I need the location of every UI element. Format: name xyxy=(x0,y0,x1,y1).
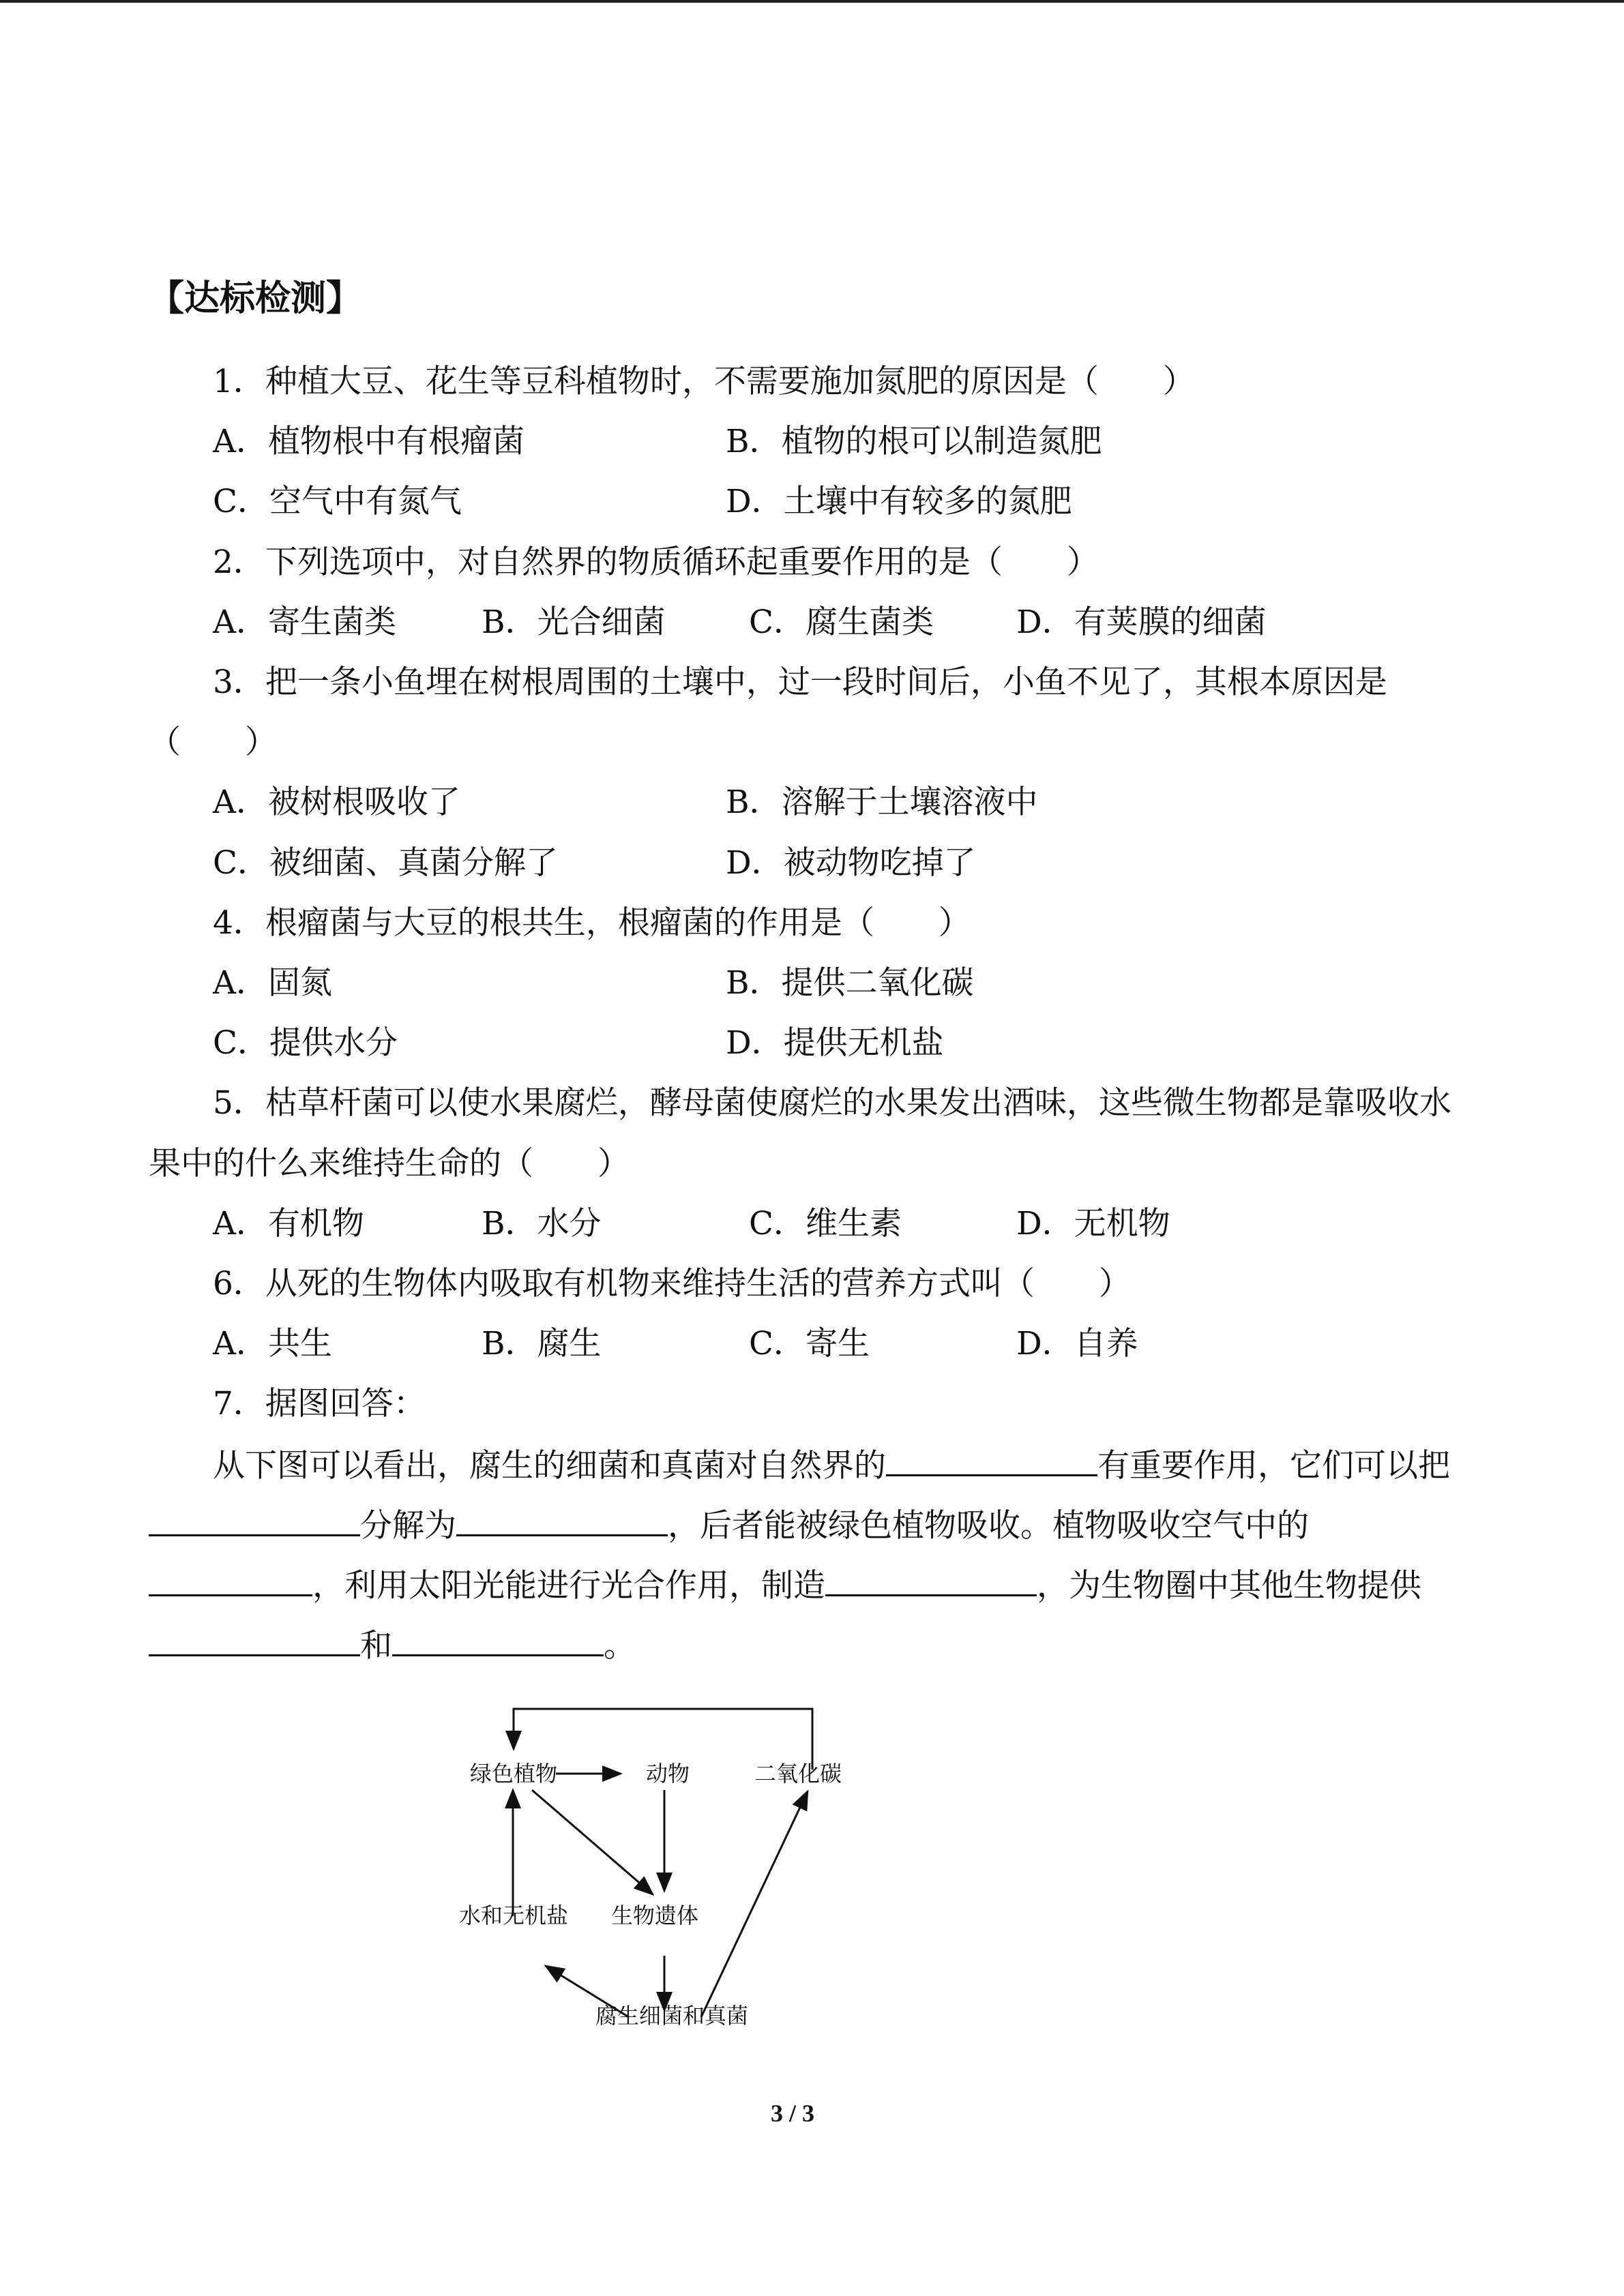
node-decomposers: 腐生细菌和真菌 xyxy=(595,2003,749,2029)
page-number: 3 / 3 xyxy=(771,2100,815,2127)
q4-option-b: B．提供二氧化碳 xyxy=(726,964,974,1002)
q5-option-a: A．有机物 xyxy=(213,1205,364,1242)
answer-blank-5[interactable] xyxy=(825,1564,1037,1596)
q2-option-a: A．寄生菌类 xyxy=(213,603,396,641)
answer-blank-4[interactable] xyxy=(149,1564,312,1596)
q6-option-c: C．寄生 xyxy=(749,1325,870,1362)
q1-option-b: B．植物的根可以制造氮肥 xyxy=(726,423,1102,460)
q4-option-d: D．提供无机盐 xyxy=(726,1024,944,1062)
node-co2: 二氧化碳 xyxy=(754,1761,842,1787)
q2-option-c: C．腐生菌类 xyxy=(749,603,934,641)
q4-stem: 4．根瘤菌与大豆的根共生，根瘤菌的作用是（ ） xyxy=(213,904,971,942)
q1-option-d: D．土壤中有较多的氮肥 xyxy=(726,483,1072,520)
q5-option-c: C．维生素 xyxy=(749,1205,902,1242)
q1-option-a: A．植物根中有根瘤菌 xyxy=(213,423,525,460)
section-title: 【达标检测】 xyxy=(149,278,362,319)
material-cycle-diagram xyxy=(437,1698,859,2053)
node-remains: 生物遗体 xyxy=(610,1903,699,1928)
q7-line1-text-b: 有重要作用，它们可以把 xyxy=(1097,1447,1450,1485)
q6-option-a: A．共生 xyxy=(213,1325,332,1362)
q7-stem: 7．据图回答： xyxy=(213,1385,426,1422)
q7-text-line1 xyxy=(213,1444,1450,1487)
q1-stem: 1．种植大豆、花生等豆科植物时，不需要施加氮肥的原因是（ ） xyxy=(213,363,1195,400)
arrow-decomposers-to-co2 xyxy=(701,1791,808,2017)
q7-line4-text-a: 和 xyxy=(360,1627,392,1665)
q5-stem-line2: 果中的什么来维持生命的（ ） xyxy=(149,1145,630,1182)
q3-option-a: A．被树根吸收了 xyxy=(213,784,460,821)
q7-line3-text-b: ，为生物圈中其他生物提供 xyxy=(1037,1567,1421,1605)
q3-stem-line2: （ ） xyxy=(149,724,277,761)
q5-option-b: B．水分 xyxy=(482,1205,602,1242)
q6-option-b: B．腐生 xyxy=(482,1325,602,1362)
arrow-plants-to-remains xyxy=(532,1790,653,1894)
q1-option-c: C．空气中有氮气 xyxy=(213,483,462,520)
q4-option-a: A．固氮 xyxy=(213,964,332,1002)
node-water-salts: 水和无机盐 xyxy=(458,1903,569,1928)
top-border xyxy=(0,0,1624,3)
q7-line3-text-a: ，利用太阳光能进行光合作用，制造 xyxy=(312,1567,825,1605)
q6-option-d: D．自养 xyxy=(1016,1325,1138,1362)
q7-text-line3 xyxy=(149,1564,1421,1607)
answer-blank-2[interactable] xyxy=(149,1504,360,1536)
node-green-plants: 绿色植物 xyxy=(469,1761,558,1787)
q3-stem-line1: 3．把一条小鱼埋在树根周围的土壤中，过一段时间后，小鱼不见了，其根本原因是 xyxy=(213,664,1387,701)
q3-option-b: B．溶解于土壤溶液中 xyxy=(726,784,1038,821)
answer-blank-7[interactable] xyxy=(392,1624,604,1656)
answer-blank-3[interactable] xyxy=(456,1504,668,1536)
q7-line4-text-b: 。 xyxy=(604,1627,636,1665)
q6-stem: 6．从死的生物体内吸取有机物来维持生活的营养方式叫（ ） xyxy=(213,1265,1131,1302)
q7-line2-text-a: 分解为 xyxy=(360,1507,456,1545)
q7-line1-text-a: 从下图可以看出，腐生的细菌和真菌对自然界的 xyxy=(213,1447,886,1485)
node-animals: 动物 xyxy=(645,1761,690,1787)
answer-blank-6[interactable] xyxy=(149,1624,360,1656)
q2-option-d: D．有荚膜的细菌 xyxy=(1016,603,1267,641)
q2-stem: 2．下列选项中，对自然界的物质循环起重要作用的是（ ） xyxy=(213,543,1099,581)
q3-option-d: D．被动物吃掉了 xyxy=(726,844,976,882)
q2-option-b: B．光合细菌 xyxy=(482,603,666,641)
q7-text-line4 xyxy=(149,1624,636,1667)
q3-option-c: C．被细菌、真菌分解了 xyxy=(213,844,558,882)
q4-option-c: C．提供水分 xyxy=(213,1024,398,1062)
q7-line2-text-b: ，后者能被绿色植物吸收。植物吸收空气中的 xyxy=(668,1507,1309,1545)
q7-text-line2 xyxy=(149,1504,1309,1547)
q5-stem-line1: 5．枯草杆菌可以使水果腐烂，酵母菌使腐烂的水果发出酒味，这些微生物都是靠吸收水 xyxy=(213,1084,1451,1122)
answer-blank-1[interactable] xyxy=(886,1444,1097,1476)
q5-option-d: D．无机物 xyxy=(1016,1205,1170,1242)
